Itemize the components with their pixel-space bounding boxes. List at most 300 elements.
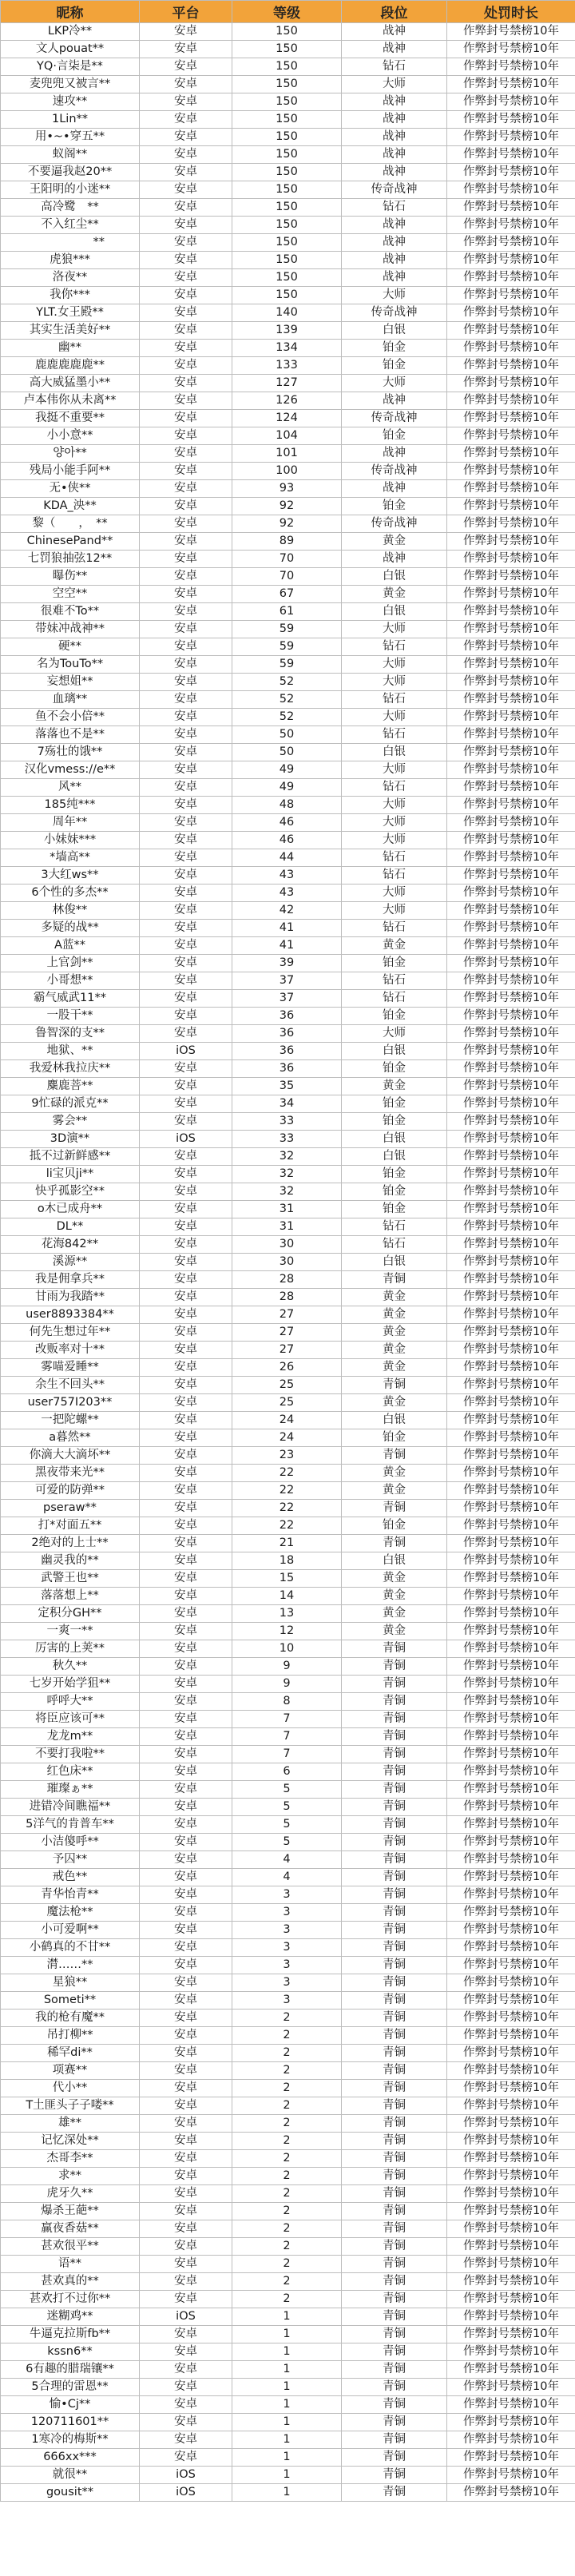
cell-level: 52 [232, 674, 342, 691]
cell-rank: 青铜 [342, 2396, 447, 2414]
cell-penalty: 作弊封号禁榜10年 [447, 322, 575, 340]
cell-nickname: 很难不To** [1, 603, 140, 621]
table-row [1, 2291, 575, 2308]
cell-nickname: 高冷鹭 ** [1, 199, 140, 217]
cell-rank: 青铜 [342, 1676, 447, 1693]
cell-rank: 青铜 [342, 2080, 447, 2097]
cell-rank: 青铜 [342, 2150, 447, 2168]
cell-nickname: 花海842** [1, 1236, 140, 1254]
cell-nickname: 秋久** [1, 1658, 140, 1676]
cell-nickname: 不入红尘** [1, 217, 140, 234]
cell-nickname: gousit** [1, 2484, 140, 2502]
cell-penalty: 作弊封号禁榜10年 [447, 58, 575, 76]
cell-nickname: 麦兜兜又被言** [1, 76, 140, 93]
cell-platform: 安卓 [140, 357, 232, 375]
cell-level: 2 [232, 2291, 342, 2308]
cell-nickname: 迷糊鸡** [1, 2308, 140, 2326]
cell-penalty: 作弊封号禁榜10年 [447, 1095, 575, 1113]
cell-rank: 铂金 [342, 1095, 447, 1113]
cell-level: 15 [232, 1570, 342, 1588]
table-row [1, 638, 575, 656]
table-row [1, 1447, 575, 1465]
table-row [1, 1939, 575, 1957]
cell-level: 150 [232, 181, 342, 199]
table-row [1, 1974, 575, 1992]
table-row [1, 1781, 575, 1799]
cell-level: 89 [232, 533, 342, 551]
cell-penalty: 作弊封号禁榜10年 [447, 1957, 575, 1974]
cell-penalty: 作弊封号禁榜10年 [447, 2010, 575, 2027]
cell-nickname: *墙高** [1, 849, 140, 867]
cell-penalty: 作弊封号禁榜10年 [447, 1201, 575, 1218]
cell-platform: iOS [140, 2484, 232, 2502]
cell-penalty: 作弊封号禁榜10年 [447, 1113, 575, 1131]
cell-rank: 青铜 [342, 2027, 447, 2045]
cell-penalty: 作弊封号禁榜10年 [447, 357, 575, 375]
cell-level: 50 [232, 744, 342, 761]
cell-nickname: 幽** [1, 340, 140, 357]
cell-penalty: 作弊封号禁榜10年 [447, 1359, 575, 1377]
table-row [1, 867, 575, 885]
cell-nickname: 6个性的多杰** [1, 885, 140, 902]
cell-platform: 安卓 [140, 885, 232, 902]
cell-platform: 安卓 [140, 2343, 232, 2361]
cell-rank: 青铜 [342, 1535, 447, 1552]
cell-nickname: 打*对面五** [1, 1517, 140, 1535]
cell-level: 3 [232, 1922, 342, 1939]
table-row [1, 2080, 575, 2097]
cell-rank: 战神 [342, 111, 447, 129]
cell-level: 5 [232, 1816, 342, 1834]
table-row [1, 340, 575, 357]
cell-level: 50 [232, 726, 342, 744]
cell-level: 28 [232, 1289, 342, 1306]
table-row [1, 885, 575, 902]
table-row [1, 357, 575, 375]
cell-level: 27 [232, 1342, 342, 1359]
cell-nickname: a暮然** [1, 1429, 140, 1447]
cell-level: 49 [232, 779, 342, 797]
cell-nickname: 抵不过新鲜感** [1, 1148, 140, 1166]
cell-nickname: kssn6** [1, 2343, 140, 2361]
table-row [1, 1658, 575, 1676]
cell-platform: 安卓 [140, 1500, 232, 1517]
table-body [1, 23, 575, 2502]
cell-penalty: 作弊封号禁榜10年 [447, 849, 575, 867]
cell-platform: 安卓 [140, 1588, 232, 1605]
cell-platform: 安卓 [140, 2115, 232, 2133]
cell-penalty: 作弊封号禁榜10年 [447, 1570, 575, 1588]
header-platform: 平台 [140, 1, 232, 23]
cell-level: 13 [232, 1605, 342, 1623]
cell-level: 2 [232, 2097, 342, 2115]
cell-platform: 安卓 [140, 1482, 232, 1500]
cell-nickname: 鹿鹿鹿鹿鹿** [1, 357, 140, 375]
table-row [1, 1465, 575, 1482]
cell-rank: 青铜 [342, 2115, 447, 2133]
cell-platform: 安卓 [140, 2256, 232, 2273]
cell-rank: 青铜 [342, 2203, 447, 2220]
cell-nickname: 幽灵我的** [1, 1552, 140, 1570]
cell-nickname: 杰哥李** [1, 2150, 140, 2168]
cell-nickname: YQ·言柒是** [1, 58, 140, 76]
cell-nickname: 赢夜香菇** [1, 2220, 140, 2238]
cell-penalty: 作弊封号禁榜10年 [447, 164, 575, 181]
cell-rank: 战神 [342, 164, 447, 181]
table-row [1, 1201, 575, 1218]
cell-penalty: 作弊封号禁榜10年 [447, 2379, 575, 2396]
cell-penalty: 作弊封号禁榜10年 [447, 1131, 575, 1148]
cell-level: 139 [232, 322, 342, 340]
cell-penalty: 作弊封号禁榜10年 [447, 217, 575, 234]
cell-rank: 钻石 [342, 58, 447, 76]
table-row [1, 1236, 575, 1254]
cell-nickname: 吊打柳** [1, 2027, 140, 2045]
cell-rank: 青铜 [342, 2133, 447, 2150]
cell-platform: 安卓 [140, 1605, 232, 1623]
cell-nickname: 带妹冲战神** [1, 621, 140, 638]
cell-platform: 安卓 [140, 2326, 232, 2343]
cell-penalty: 作弊封号禁榜10年 [447, 2308, 575, 2326]
cell-rank: 铂金 [342, 1183, 447, 1201]
cell-penalty: 作弊封号禁榜10年 [447, 1060, 575, 1078]
table-row [1, 1060, 575, 1078]
table-row [1, 2185, 575, 2203]
cell-penalty: 作弊封号禁榜10年 [447, 2185, 575, 2203]
table-row [1, 832, 575, 849]
cell-penalty: 作弊封号禁榜10年 [447, 1676, 575, 1693]
cell-platform: 安卓 [140, 1465, 232, 1482]
cell-penalty: 作弊封号禁榜10年 [447, 1148, 575, 1166]
cell-penalty: 作弊封号禁榜10年 [447, 1289, 575, 1306]
cell-penalty: 作弊封号禁榜10年 [447, 76, 575, 93]
cell-rank: 白银 [342, 1254, 447, 1271]
cell-platform: 安卓 [140, 392, 232, 410]
cell-rank: 青铜 [342, 2379, 447, 2396]
cell-level: 70 [232, 568, 342, 586]
cell-level: 3 [232, 1939, 342, 1957]
cell-rank: 铂金 [342, 427, 447, 445]
cell-nickname: 汉化vmess://e** [1, 761, 140, 779]
cell-nickname: 虎狼*** [1, 252, 140, 269]
cell-level: 127 [232, 375, 342, 392]
cell-level: 61 [232, 603, 342, 621]
cell-penalty: 作弊封号禁榜10年 [447, 1465, 575, 1482]
table-row [1, 2062, 575, 2080]
cell-rank: 黄金 [342, 937, 447, 955]
cell-penalty: 作弊封号禁榜10年 [447, 2256, 575, 2273]
cell-rank: 战神 [342, 146, 447, 164]
cell-penalty: 作弊封号禁榜10年 [447, 2467, 575, 2484]
cell-level: 1 [232, 2308, 342, 2326]
cell-nickname: LKP冷** [1, 23, 140, 41]
cell-level: 41 [232, 920, 342, 937]
cell-nickname: 王阳明的小迷** [1, 181, 140, 199]
cell-rank: 青铜 [342, 1377, 447, 1394]
table-row [1, 2361, 575, 2379]
cell-level: 35 [232, 1078, 342, 1095]
cell-rank: 大师 [342, 832, 447, 849]
cell-rank: 青铜 [342, 1746, 447, 1763]
cell-platform: 安卓 [140, 1799, 232, 1816]
cell-platform: 安卓 [140, 1306, 232, 1324]
cell-penalty: 作弊封号禁榜10年 [447, 410, 575, 427]
cell-platform: 安卓 [140, 638, 232, 656]
cell-level: 104 [232, 427, 342, 445]
cell-nickname: 余生不回头** [1, 1377, 140, 1394]
cell-rank: 战神 [342, 551, 447, 568]
table-row [1, 656, 575, 674]
cell-rank: 青铜 [342, 2414, 447, 2431]
cell-level: 2 [232, 2185, 342, 2203]
cell-nickname: 上官剑** [1, 955, 140, 972]
cell-platform: 安卓 [140, 164, 232, 181]
cell-rank: 青铜 [342, 1992, 447, 2010]
table-row [1, 427, 575, 445]
table-row [1, 1148, 575, 1166]
cell-platform: 安卓 [140, 111, 232, 129]
cell-nickname: 空空** [1, 586, 140, 603]
table-row [1, 937, 575, 955]
cell-nickname: 小妹妹*** [1, 832, 140, 849]
cell-platform: 安卓 [140, 2414, 232, 2431]
cell-nickname: 潸……** [1, 1957, 140, 1974]
cell-penalty: 作弊封号禁榜10年 [447, 1517, 575, 1535]
cell-level: 140 [232, 304, 342, 322]
cell-level: 7 [232, 1746, 342, 1763]
cell-rank: 黄金 [342, 1306, 447, 1324]
cell-nickname: 一把陀螺** [1, 1412, 140, 1429]
table-row [1, 2379, 575, 2396]
cell-nickname: li宝贝ji** [1, 1166, 140, 1183]
cell-platform: 安卓 [140, 1394, 232, 1412]
cell-nickname: 2绝对的上士** [1, 1535, 140, 1552]
cell-platform: 安卓 [140, 1676, 232, 1693]
cell-penalty: 作弊封号禁榜10年 [447, 2326, 575, 2343]
table-row [1, 1113, 575, 1131]
cell-rank: 青铜 [342, 1500, 447, 1517]
cell-level: 150 [232, 76, 342, 93]
cell-nickname: 硬** [1, 638, 140, 656]
cell-nickname: 1Lin** [1, 111, 140, 129]
cell-level: 134 [232, 340, 342, 357]
cell-nickname: 高大威猛墨小** [1, 375, 140, 392]
cell-level: 21 [232, 1535, 342, 1552]
cell-penalty: 作弊封号禁榜10年 [447, 2414, 575, 2431]
table-row [1, 1517, 575, 1535]
table-row [1, 1377, 575, 1394]
cell-penalty: 作弊封号禁榜10年 [447, 1781, 575, 1799]
table-row [1, 287, 575, 304]
cell-nickname: 我挺不重要** [1, 410, 140, 427]
cell-platform: 安卓 [140, 2168, 232, 2185]
cell-platform: 安卓 [140, 1974, 232, 1992]
cell-rank: 青铜 [342, 2185, 447, 2203]
cell-level: 2 [232, 2220, 342, 2238]
cell-rank: 青铜 [342, 2062, 447, 2080]
cell-level: 101 [232, 445, 342, 463]
table-row [1, 2115, 575, 2133]
cell-level: 2 [232, 2150, 342, 2168]
cell-level: 133 [232, 357, 342, 375]
cell-rank: 青铜 [342, 1922, 447, 1939]
cell-penalty: 作弊封号禁榜10年 [447, 392, 575, 410]
cell-rank: 青铜 [342, 1904, 447, 1922]
cell-level: 67 [232, 586, 342, 603]
cell-rank: 铂金 [342, 1113, 447, 1131]
table-row [1, 2133, 575, 2150]
cell-rank: 大师 [342, 902, 447, 920]
cell-level: 1 [232, 2326, 342, 2343]
table-row [1, 2168, 575, 2185]
cell-level: 42 [232, 902, 342, 920]
cell-penalty: 作弊封号禁榜10年 [447, 515, 575, 533]
cell-level: 2 [232, 2080, 342, 2097]
table-row [1, 2273, 575, 2291]
cell-penalty: 作弊封号禁榜10年 [447, 955, 575, 972]
cell-penalty: 作弊封号禁榜10年 [447, 568, 575, 586]
cell-rank: 战神 [342, 129, 447, 146]
cell-level: 1 [232, 2467, 342, 2484]
cell-level: 1 [232, 2396, 342, 2414]
cell-rank: 黄金 [342, 1359, 447, 1377]
table-row [1, 2203, 575, 2220]
cell-rank: 青铜 [342, 1869, 447, 1886]
cell-level: 49 [232, 761, 342, 779]
cell-level: 7 [232, 1711, 342, 1728]
cell-level: 2 [232, 2256, 342, 2273]
table-row [1, 1500, 575, 1517]
cell-rank: 黄金 [342, 1482, 447, 1500]
cell-penalty: 作弊封号禁榜10年 [447, 1851, 575, 1869]
cell-level: 9 [232, 1676, 342, 1693]
cell-level: 43 [232, 867, 342, 885]
cell-level: 1 [232, 2484, 342, 2502]
cell-nickname: 语** [1, 2256, 140, 2273]
cell-platform: 安卓 [140, 1711, 232, 1728]
table-row [1, 2010, 575, 2027]
cell-platform: 安卓 [140, 1060, 232, 1078]
cell-nickname: 小鹤真的不甘** [1, 1939, 140, 1957]
cell-level: 32 [232, 1166, 342, 1183]
table-row [1, 1254, 575, 1271]
cell-rank: 大师 [342, 761, 447, 779]
cell-rank: 青铜 [342, 1711, 447, 1728]
table-row [1, 304, 575, 322]
cell-level: 22 [232, 1465, 342, 1482]
cell-rank: 铂金 [342, 1201, 447, 1218]
cell-penalty: 作弊封号禁榜10年 [447, 638, 575, 656]
cell-rank: 铂金 [342, 1008, 447, 1025]
cell-nickname: 小小意** [1, 427, 140, 445]
cell-level: 150 [232, 269, 342, 287]
cell-level: 2 [232, 2045, 342, 2062]
cell-level: 1 [232, 2414, 342, 2431]
cell-rank: 钻石 [342, 867, 447, 885]
cell-level: 52 [232, 691, 342, 709]
cell-platform: 安卓 [140, 1869, 232, 1886]
cell-level: 2 [232, 2238, 342, 2256]
cell-nickname: 9忙碌的派克** [1, 1095, 140, 1113]
cell-nickname: o木已成舟** [1, 1201, 140, 1218]
cell-penalty: 作弊封号禁榜10年 [447, 146, 575, 164]
cell-rank: 白银 [342, 568, 447, 586]
cell-penalty: 作弊封号禁榜10年 [447, 937, 575, 955]
cell-level: 48 [232, 797, 342, 814]
cell-penalty: 作弊封号禁榜10年 [447, 1412, 575, 1429]
cell-rank: 钻石 [342, 779, 447, 797]
table-row [1, 93, 575, 111]
cell-level: 36 [232, 1008, 342, 1025]
cell-rank: 青铜 [342, 1728, 447, 1746]
cell-rank: 黄金 [342, 1324, 447, 1342]
cell-rank: 青铜 [342, 1447, 447, 1465]
cell-level: 3 [232, 1974, 342, 1992]
cell-level: 126 [232, 392, 342, 410]
cell-platform: 安卓 [140, 146, 232, 164]
cell-rank: 黄金 [342, 1465, 447, 1482]
cell-level: 3 [232, 1904, 342, 1922]
cell-level: 39 [232, 955, 342, 972]
cell-level: 59 [232, 638, 342, 656]
table-row [1, 797, 575, 814]
cell-platform: 安卓 [140, 515, 232, 533]
cell-penalty: 作弊封号禁榜10年 [447, 1658, 575, 1676]
cell-platform: 安卓 [140, 1728, 232, 1746]
cell-rank: 大师 [342, 656, 447, 674]
cell-nickname: 稀罕di** [1, 2045, 140, 2062]
cell-level: 1 [232, 2343, 342, 2361]
cell-nickname: 甚欢打不过你** [1, 2291, 140, 2308]
cell-platform: 安卓 [140, 744, 232, 761]
cell-penalty: 作弊封号禁榜10年 [447, 1869, 575, 1886]
cell-platform: iOS [140, 2467, 232, 2484]
table-row [1, 1271, 575, 1289]
table-row [1, 1693, 575, 1711]
cell-penalty: 作弊封号禁榜10年 [447, 1447, 575, 1465]
cell-rank: 黄金 [342, 1342, 447, 1359]
cell-nickname: 愉•Cj** [1, 2396, 140, 2414]
cell-penalty: 作弊封号禁榜10年 [447, 1992, 575, 2010]
cell-penalty: 作弊封号禁榜10年 [447, 2203, 575, 2220]
cell-platform: 安卓 [140, 375, 232, 392]
table-row [1, 515, 575, 533]
cell-level: 3 [232, 1992, 342, 2010]
cell-platform: 安卓 [140, 1148, 232, 1166]
cell-penalty: 作弊封号禁榜10年 [447, 867, 575, 885]
cell-nickname: 速攻** [1, 93, 140, 111]
cell-penalty: 作弊封号禁榜10年 [447, 1043, 575, 1060]
cell-rank: 白银 [342, 322, 447, 340]
cell-rank: 青铜 [342, 2343, 447, 2361]
cell-level: 9 [232, 1658, 342, 1676]
table-row [1, 76, 575, 93]
table-row [1, 814, 575, 832]
table-row [1, 1412, 575, 1429]
cell-level: 52 [232, 709, 342, 726]
cell-nickname: 我的枪有魔** [1, 2010, 140, 2027]
cell-rank: 大师 [342, 76, 447, 93]
cell-platform: 安卓 [140, 586, 232, 603]
cell-rank: 黄金 [342, 1394, 447, 1412]
cell-platform: 安卓 [140, 955, 232, 972]
cell-nickname: 1寒冷的梅斯** [1, 2431, 140, 2449]
cell-platform: 安卓 [140, 1166, 232, 1183]
cell-penalty: 作弊封号禁榜10年 [447, 1623, 575, 1640]
cell-penalty: 作弊封号禁榜10年 [447, 1939, 575, 1957]
cell-nickname: 多疑的战** [1, 920, 140, 937]
cell-rank: 青铜 [342, 1658, 447, 1676]
